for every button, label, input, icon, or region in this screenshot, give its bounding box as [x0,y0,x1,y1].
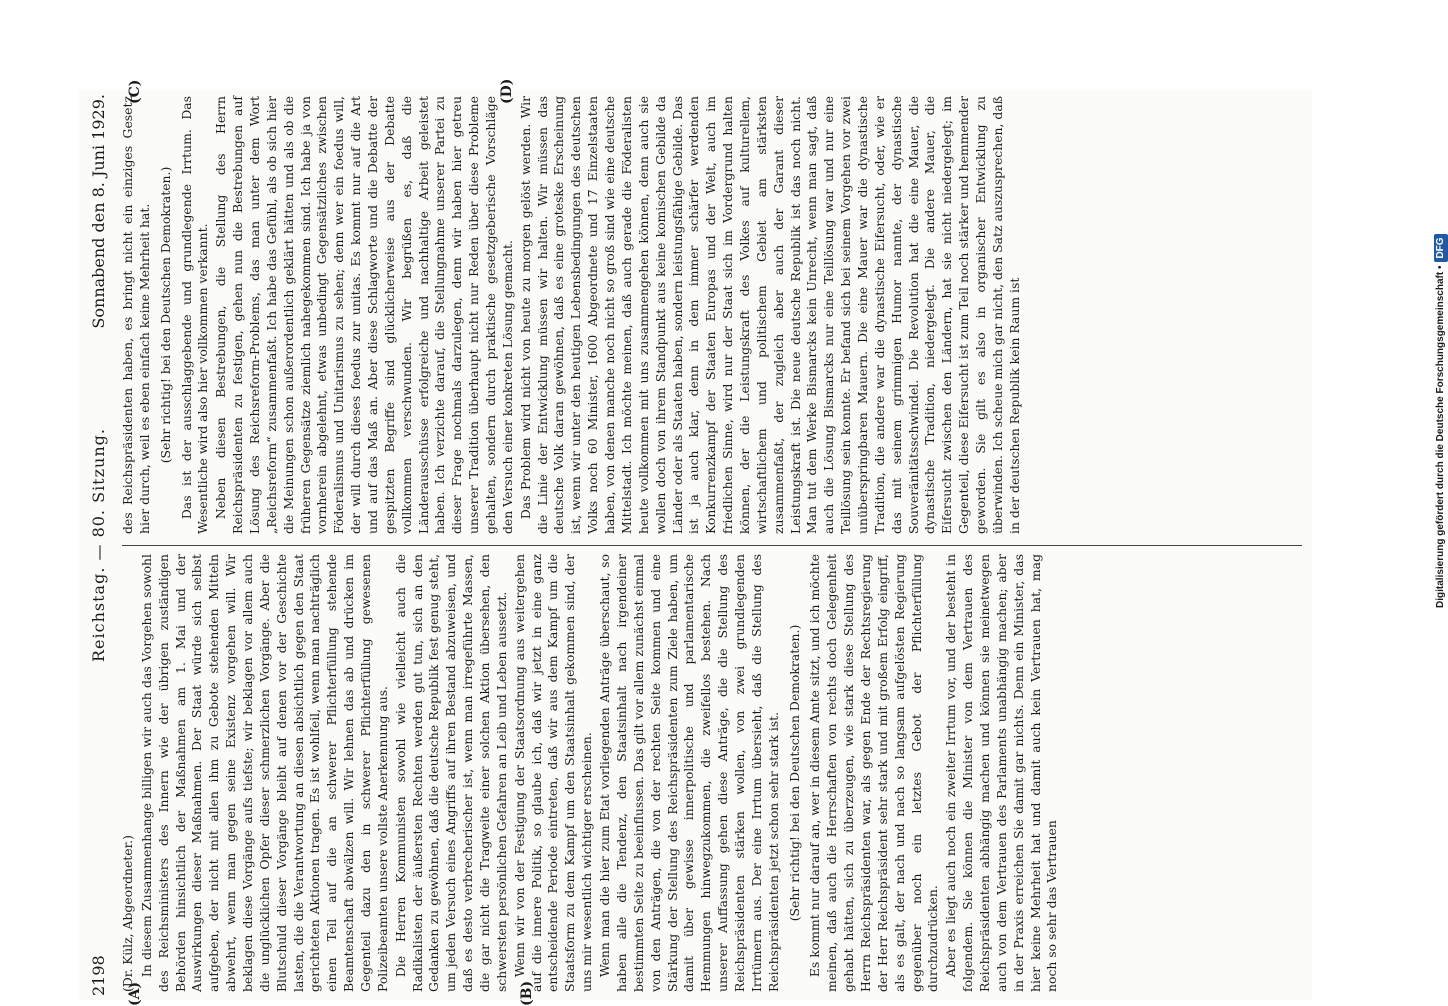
paragraph: Es kommt nur darauf an, wer in diesem Amte sitzt, und ich möchte meinen, daß auch die Herrschaften von rechts doch Gelegenheit gehabt hätten, sich zu überzeugen, wie stark diese Stellung des Herrn Reichspräsidenten war, als gegen Ende der Rechtsregierung der Herr Reichspräsident sehr stark und mit großem Erfolg eingriff, als es galt, der nach und nach so langsam aufgelösten Regierung gegenüber noch ein letztes Gebot der Pflichterfüllung durchzudrücken. [807,554,941,992]
session-title: Reichstag. — 80. Sitzung. [89,428,108,662]
paragraph: Das Problem wird nicht von heute zu morgen gelöst werden. Wir die Linie der Entwicklung müssen wir halten. Wir müssen das deutsche Volk daran gewöhnen, daß es eine groteske Erscheinung ist, wenn wir unter den heutigen Lebensbedingungen des deutschen Volks noch 60 Minister, 1600 Abgeordnete und 17 Einzelstaaten haben, von denen manche noch nicht so groß sind wie eine deutsche Mittelstadt. Ich möchte meinen, daß auch gerade die Föderalisten heute vollkommen mit uns zusammengehen können, denn auch sie wollen doch von ihrem Standpunkt aus keine komischen Gebilde da Länder oder als Staaten haben, sondern leistungsfähige Gebilde. Das ist ja auch klar, denn in dem immer schärfer werdenden Konkurrenzkampf der Staaten Europas und der Welt, auch im friedlichen Sinne, wird nur der Staat sich im Vordergrund halten können, der die Leistungskraft des Volkes auf kulturellem, wirtschaftlichem und politischem Gebiet am stärksten zusammenfaßt, der zugleich aber auch der Garant dieser Leistungskraft ist. Die neue deutsche Republik ist das noch nicht. Man tut dem Werke Bismarcks kein Unrecht, wenn man sagt, daß auch die Lösung Bismarcks nur eine Teillösung war und nur eine Teillösung sein konnte. Er befand sich bei seinem Vorgehen vor zwei unüberspringbaren Mauern. Die eine Mauer war die dynastische Tradition, die andere war die dynastische Eifersucht, oder, wie er das mit seinem grimmigen Humor nannte, der dynastische Souveränitätsschwindel. Die Revolution hat die eine Mauer, die dynastische Tradition, niedergelegt. Die andere Mauer, die Eifersucht zwischen den Ländern, hat sie nicht niedergelegt; im Gegenteil, diese Eifersucht ist zum Teil noch stärker und hemmender geworden. Sie gilt es also in organischer Entwicklung zu überwinden. Ich scheue mich gar nicht, den Satz auszusprechen, daß in der deutschen Republik kein Raum ist [517,96,1022,534]
page-number: 2198 [89,955,108,996]
paragraph: In diesem Zusammenhange billigen wir auch das Vorgehen sowohl des Reichsministers des Innern wie der übrigen zuständigen Behörden hinsichtlich der Maßnahmen am 1. Mai und der Auswirkungen dieser Maßnahmen. Der Staat würde sich selbst aufgeben, der nicht mit allen ihm zu Gebote stehenden Mitteln abwehrt, wenn man gegen seine Existenz vorgehen will. Wir beklagen diese Vorgänge aufs tiefste; wir beklagen vor allem auch die unglücklichen Opfer dieser schmerzlichen Vorgänge. Aber die Blutschuld dieser Vorgänge bleibt auf denen vor der Geschichte lasten, die die Verantwortung an diesen absichtlich gegen den Staat gerichteten Aktionen tragen. Es ist wohlfeil, wenn man nachträglich einen Teil auf die an schwerer Pflichterfüllung stehende Beamtenschaft abwälzen will. Wir lehnen das ab und drücken im Gegenteil dazu den in schwerer Pflichterfüllung gewesenen Polizeibeamten unsere vollste Anerkennung aus. [138,554,390,992]
dfg-logo: DFG [1434,234,1448,261]
paragraph: Wenn man die hier zum Etat vorliegenden Anträge überschaut, so haben alle die Tendenz, den Staatsinhalt nach irgendeiner bestimmten Seite zu beeinflussen. Das gilt vor allem zunächst einmal von den Anträgen, die von der rechten Seite kommen und eine Stärkung der Stellung des Reichspräsidenten zum Ziele haben, um damit über gewisse innerpolitische und parlamentarische Hemmungen hinwegzukommen, die zweifellos bestehen. Nach unserer Auffassung gehen diese Anträge, die die Stellung des Reichspräsidenten stärken wollen, von zwei grundlegenden Irrtümern aus. Der eine Irrtum übersieht, daß die Stellung des Reichspräsidenten jetzt schon sehr stark ist. [597,554,781,992]
paragraph: Das ist der ausschlaggebende und grundlegende Irrtum. Das Wesentliche wird also hier vollkommen verkannt. [178,96,211,534]
margin-letter-c: (C) [127,79,143,104]
margin-letter-b: (B) [519,980,535,1006]
funding-text: Digitalisierung gefördert durch die Deutsche Forschungsgemeinschaft • [1435,265,1446,608]
right-column [120,96,1306,534]
column-divider [122,545,1302,546]
session-date: Sonnabend den 8. Juni 1929. [89,94,108,329]
funding-note [1420,0,1446,1000]
paragraph: Wenn wir von der Festigung der Staatsordnung aus weitergehen auf die innere Politik, so glaube ich, daß wir jetzt in eine ganz entscheidende Periode eintreten, daß wir aus dem Kampf um die Staatsform zu dem Kampf um den Staatsinhalt gekommen sind, der uns mir wesentlich wichtiger erscheinen. [511,554,595,992]
paragraph: des Reichspräsidenten haben, es bringt nicht ein einziges Gesetz hier durch, weil es eben einfach keine Mehrheit hat. [120,96,152,534]
margin-letter-a: (A) [127,981,143,1006]
page-header [88,94,114,996]
speaker-label: (Dr. Külz, Abgeordneter.) [120,835,135,992]
margin-letter-d: (D) [499,78,515,104]
interjection: (Sehr richtig! bei den Deutschen Demokraten.) [786,624,802,922]
paragraph: Die Herren Kommunisten sowohl wie vielleicht auch die Radikalisten der äußersten Rechten werden gut tun, sich an den Gedanken zu gewöhnen, daß die deutsche Republik fest genug steht, um jeden Versuch eines Angriffs auf ihren Bestand abzuweisen, und daß es desto verbrecherischer ist, wenn man irregeführte Massen, die gar nicht die Tragweite einer solchen Aktion übersehen, den schwersten persönlichen Gefahren an Leib und Leben aussetzt. [392,554,509,992]
scanned-page [78,78,1312,1006]
interjection: (Sehr richtig! bei den Deutschen Demokraten.) [157,166,173,464]
funding-note-text [1434,0,1448,1000]
paragraph: Neben diesen Bestrebungen, die Stellung des Herrn Reichspräsidenten zu festigen, gehen nun die Bestrebungen auf Lösung des Reichsreform-Problems, das man unter dem Wort „Reichsreform“ zusammenfaßt. Ich habe das Gefühl, als ob sich hier die Meinungen schon außerordentlich geklärt hätten und als ob die früheren Gegensätze ziemlich nahegekommen sind. Ich habe ja von vornherein abgelehnt, etwas unbedingt Gegensätzliches zwischen Föderalismus und Unitarismus zu sehen; denn wer ein foedus will, der will durch dieses foedus zur unitas. Es kommt nur auf die Art und auf das Maß an. Aber diese Schlagworte und die Debatte der gespitzten Begriffe sind glücklicherweise aus der Debatte vollkommen verschwunden. Wir begrüßen es, daß die Länderausschüsse erfolgreiche und nachhaltige Arbeit geleistet haben. Ich verzichte darauf, die Stellungnahme unserer Partei zu dieser Frage nochmals darzulegen, denn wir haben hier getreu unserer Tradition überhaupt nicht nur Reden über diese Probleme gehalten, sondern durch praktische gesetzgeberische Vorschläge den Versuch einer konkreten Lösung gemacht. [213,96,515,534]
left-column [120,554,1306,992]
paragraph: Aber es liegt auch noch ein zweiter Irrtum vor, und der besteht in folgendem. Sie können die Minister von dem Vertrauen des Reichspräsidenten abhängig machen und können sie meinetwegen auch von dem Vertrauen des Parlaments unabhängig machen; aber in der Praxis erreichen Sie damit gar nichts. Denn ein Minister, das hier keine Mehrheit hat und damit auch kein Vertrauen hat, mag noch so sehr das Vertrauen [943,554,1060,992]
